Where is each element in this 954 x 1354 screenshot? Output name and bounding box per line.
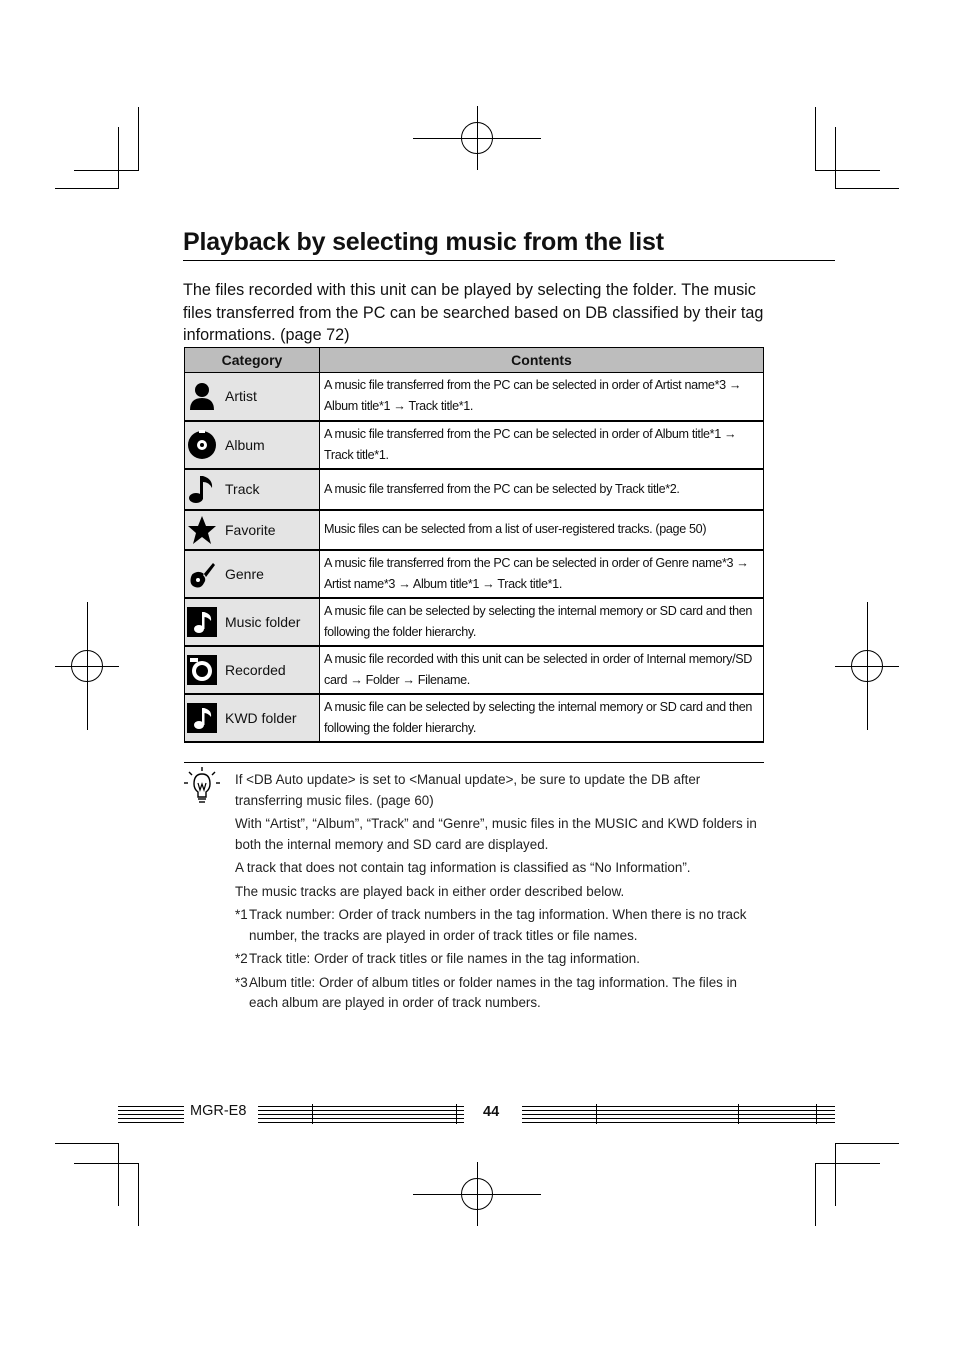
footer-model: MGR-E8 (190, 1103, 247, 1119)
contents-cell (320, 694, 764, 742)
footnote-item (235, 905, 765, 946)
page-title: Playback by selecting music from the list (183, 228, 835, 261)
footnote-mark: *1 (235, 907, 248, 922)
category-label: Recorded (225, 661, 286, 678)
contents-text: A music file transferred from the PC can be selected in order of Genre name*3 → Artist name*3 → Album title*1 → Track title*1. (324, 555, 749, 591)
contents-cell (320, 469, 764, 510)
footnote-item (235, 949, 765, 970)
category-label: Genre (225, 565, 264, 582)
contents-cell (320, 598, 764, 646)
music-folder-icon (187, 607, 217, 637)
category-table (184, 347, 764, 743)
contents-cell (320, 421, 764, 469)
contents-cell (320, 646, 764, 694)
category-header: Category (185, 348, 320, 373)
contents-cell (320, 510, 764, 550)
notes-section (235, 770, 765, 1017)
footnote-item (235, 973, 765, 1014)
category-label: Favorite (225, 521, 276, 538)
footnote-text: Album title: Order of album titles or folder names in the tag information. The files in each album are played in order of track numbers. (249, 974, 737, 1010)
footnote-text: Track title: Order of track titles or file names in the tag information. (249, 951, 640, 966)
contents-cell (320, 550, 764, 598)
note-item: With “Artist”, “Album”, “Track” and “Genre”, music files in the MUSIC and KWD folders in both the internal memory and SD card are displayed. (235, 816, 757, 852)
category-label: Album (225, 436, 265, 453)
contents-text: A music file transferred from the PC can be selected in order of Album title*1 → Track title*1. (324, 426, 737, 462)
category-label: Music folder (225, 613, 301, 630)
contents-cell (320, 373, 764, 421)
intro-paragraph: The files recorded with this unit can be played by selecting the folder. The music files transferred from the PC can be searched based on DB classified by their tag informations. (page 72) (183, 281, 764, 344)
contents-text: A music file transferred from the PC can be selected by Track title*2. (324, 481, 680, 496)
album-icon (187, 430, 217, 460)
favorite-icon (187, 515, 217, 545)
recorded-icon (187, 655, 217, 685)
page-number: 44 (483, 1104, 500, 1120)
table-row (185, 510, 764, 550)
footnote-text: Track number: Order of track numbers in the tag information. When there is no track number, the tracks are played in order of track titles or file names. (249, 907, 747, 943)
artist-icon (187, 381, 217, 411)
contents-header: Contents (320, 348, 764, 373)
note-item: If <DB Auto update> is set to <Manual update>, be sure to update the DB after transferring music files. (page 60) (235, 772, 701, 808)
table-row (185, 469, 764, 510)
track-icon (187, 474, 217, 504)
contents-text: Music files can be selected from a list of user-registered tracks. (page 50) (324, 522, 707, 536)
table-row (185, 421, 764, 469)
table-row (185, 550, 764, 598)
contents-text: A music file can be selected by selecting the internal memory or SD card and then following the folder hierarchy. (324, 603, 753, 639)
table-row (185, 598, 764, 646)
footnote-mark: *2 (235, 951, 248, 966)
genre-icon (187, 559, 217, 589)
footnote-mark: *3 (235, 974, 248, 990)
table-row (185, 646, 764, 694)
kwd-folder-icon (187, 703, 217, 733)
note-item: A track that does not contain tag information is classified as “No Information”. (235, 860, 691, 875)
contents-text: A music file recorded with this unit can be selected in order of Internal memory/SD card → Folder → Filename. (324, 651, 753, 687)
lightbulb-icon (183, 766, 221, 806)
category-label: KWD folder (225, 709, 297, 726)
contents-text: A music file transferred from the PC can be selected in order of Artist name*3 → Album title*1 → Track title*1. (324, 378, 742, 414)
table-row (185, 694, 764, 742)
category-label: Track (225, 481, 260, 497)
category-label: Artist (225, 388, 257, 405)
notes-divider (184, 762, 764, 763)
contents-text: A music file can be selected by selecting the internal memory or SD card and then following the folder hierarchy. (324, 699, 753, 735)
note-item: The music tracks are played back in either order described below. (235, 883, 625, 899)
table-row (185, 373, 764, 421)
